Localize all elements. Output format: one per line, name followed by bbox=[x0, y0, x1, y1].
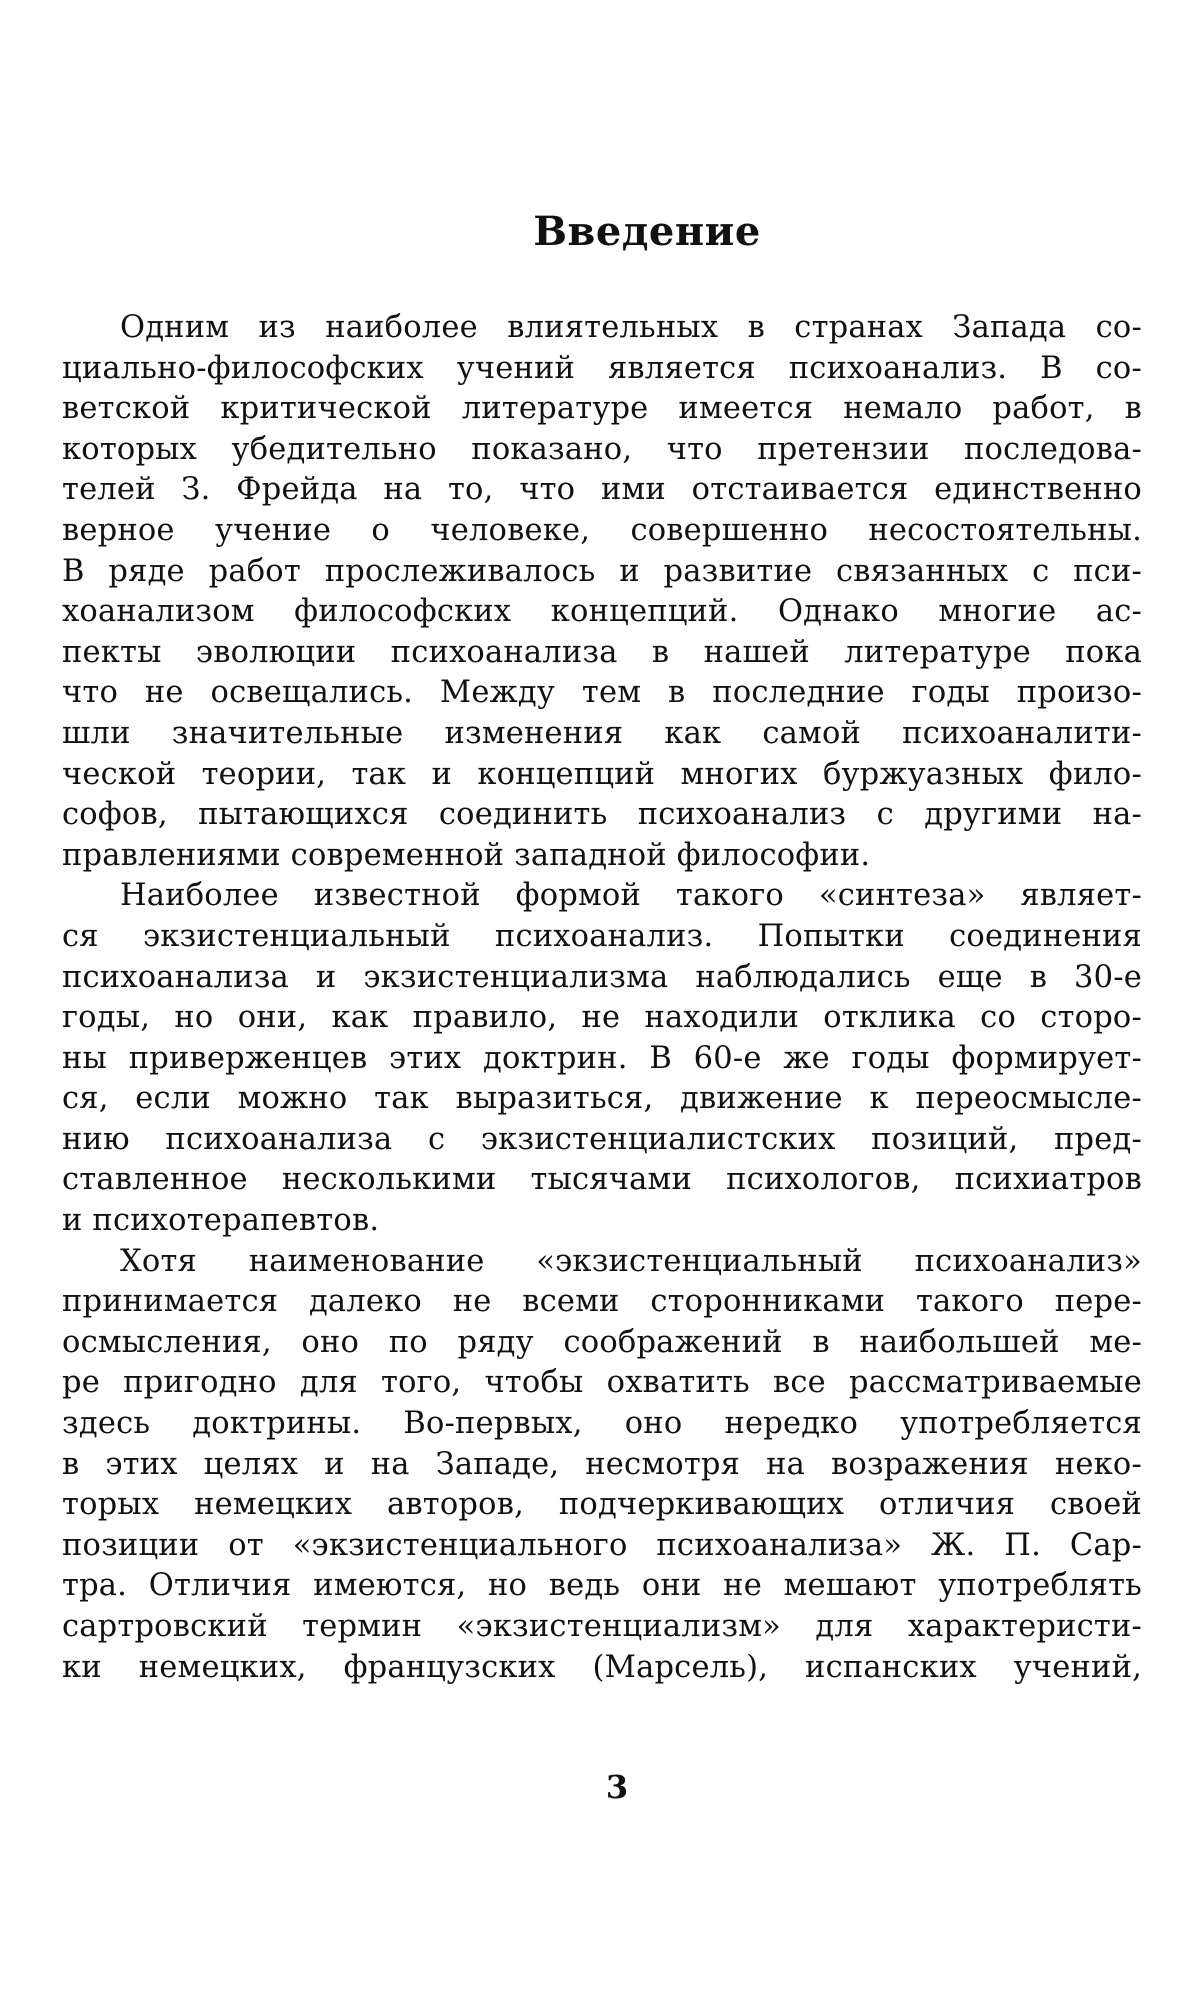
text-line: которых убедительно показано, что претензии последова- bbox=[62, 431, 1142, 467]
text-line: позиции от «экзистенциального психоанализа» Ж. П. Сар- bbox=[62, 1527, 1142, 1563]
text-line: ны приверженцев этих доктрин. В 60-е же годы формирует- bbox=[62, 1040, 1142, 1076]
text-line: Одним из наиболее влиятельных в странах Запада со- bbox=[120, 310, 1142, 345]
book-page bbox=[62, 0, 1142, 2008]
text-line: Наиболее известной формой такого «синтеза» являет- bbox=[120, 878, 1142, 914]
text-line: правлениями современной западной философии. bbox=[62, 837, 871, 873]
text-line: циально-философских учений является психоанализ. В со- bbox=[62, 350, 1142, 386]
text-line: ре пригодно для того, чтобы охватить все рассматриваемые bbox=[62, 1365, 1142, 1401]
chapter-title: Введение bbox=[533, 208, 761, 255]
text-line: годы, но они, как правило, не находили отклика со сторо- bbox=[62, 1000, 1142, 1036]
text-line: и психотерапевтов. bbox=[62, 1203, 380, 1239]
text-line: психоанализа и экзистенциализма наблюдались еще в 30-е bbox=[62, 959, 1142, 995]
text-line: в этих целях и на Западе, несмотря на возражения неко- bbox=[62, 1446, 1142, 1482]
text-line: софов, пытающихся соединить психоанализ с другими на- bbox=[62, 797, 1142, 833]
text-line: что не освещались. Между тем в последние годы произо- bbox=[62, 675, 1142, 711]
text-line: нию психоанализа с экзистенциалистских позиций, пред- bbox=[62, 1121, 1142, 1157]
text-line: ветской критической литературе имеется немало работ, в bbox=[62, 391, 1142, 427]
page-number: 3 bbox=[605, 1768, 629, 1806]
text-line: верное учение о человеке, совершенно несостоятельны. bbox=[62, 512, 1142, 548]
text-line: ставленное несколькими тысячами психологов, психиатров bbox=[62, 1162, 1142, 1198]
text-line: ческой теории, так и концепций многих буржуазных фило- bbox=[62, 756, 1142, 792]
text-line: ки немецких, французских (Марсель), испанских учений, bbox=[62, 1649, 1142, 1685]
text-line: сартровский термин «экзистенциализм» для характеристи- bbox=[62, 1609, 1142, 1644]
body-text bbox=[62, 308, 1142, 1688]
text-line: торых немецких авторов, подчеркивающих отличия своей bbox=[62, 1487, 1142, 1523]
text-line: телей З. Фрейда на то, что ими отстаивается единственно bbox=[62, 472, 1142, 508]
text-line: В ряде работ прослеживалось и развитие связанных с пси- bbox=[62, 553, 1142, 589]
text-line: шли значительные изменения как самой психоаналити- bbox=[62, 715, 1142, 751]
text-line: здесь доктрины. Во-первых, оно нередко употребляется bbox=[62, 1406, 1142, 1442]
text-line: тра. Отличия имеются, но ведь они не мешают употреблять bbox=[62, 1568, 1142, 1604]
text-line: хоанализом философских концепций. Однако многие ас- bbox=[62, 594, 1142, 630]
text-line: ся экзистенциальный психоанализ. Попытки соединения bbox=[62, 918, 1142, 954]
text-line: пекты эволюции психоанализа в нашей литературе пока bbox=[62, 634, 1142, 670]
text-line: ся, если можно так выразиться, движение к переосмысле- bbox=[62, 1081, 1142, 1117]
text-line: осмысления, оно по ряду соображений в наибольшей ме- bbox=[62, 1324, 1142, 1360]
text-line: Хотя наименование «экзистенциальный психоанализ» bbox=[120, 1243, 1142, 1279]
text-line: принимается далеко не всеми сторонниками такого пере- bbox=[62, 1284, 1142, 1320]
